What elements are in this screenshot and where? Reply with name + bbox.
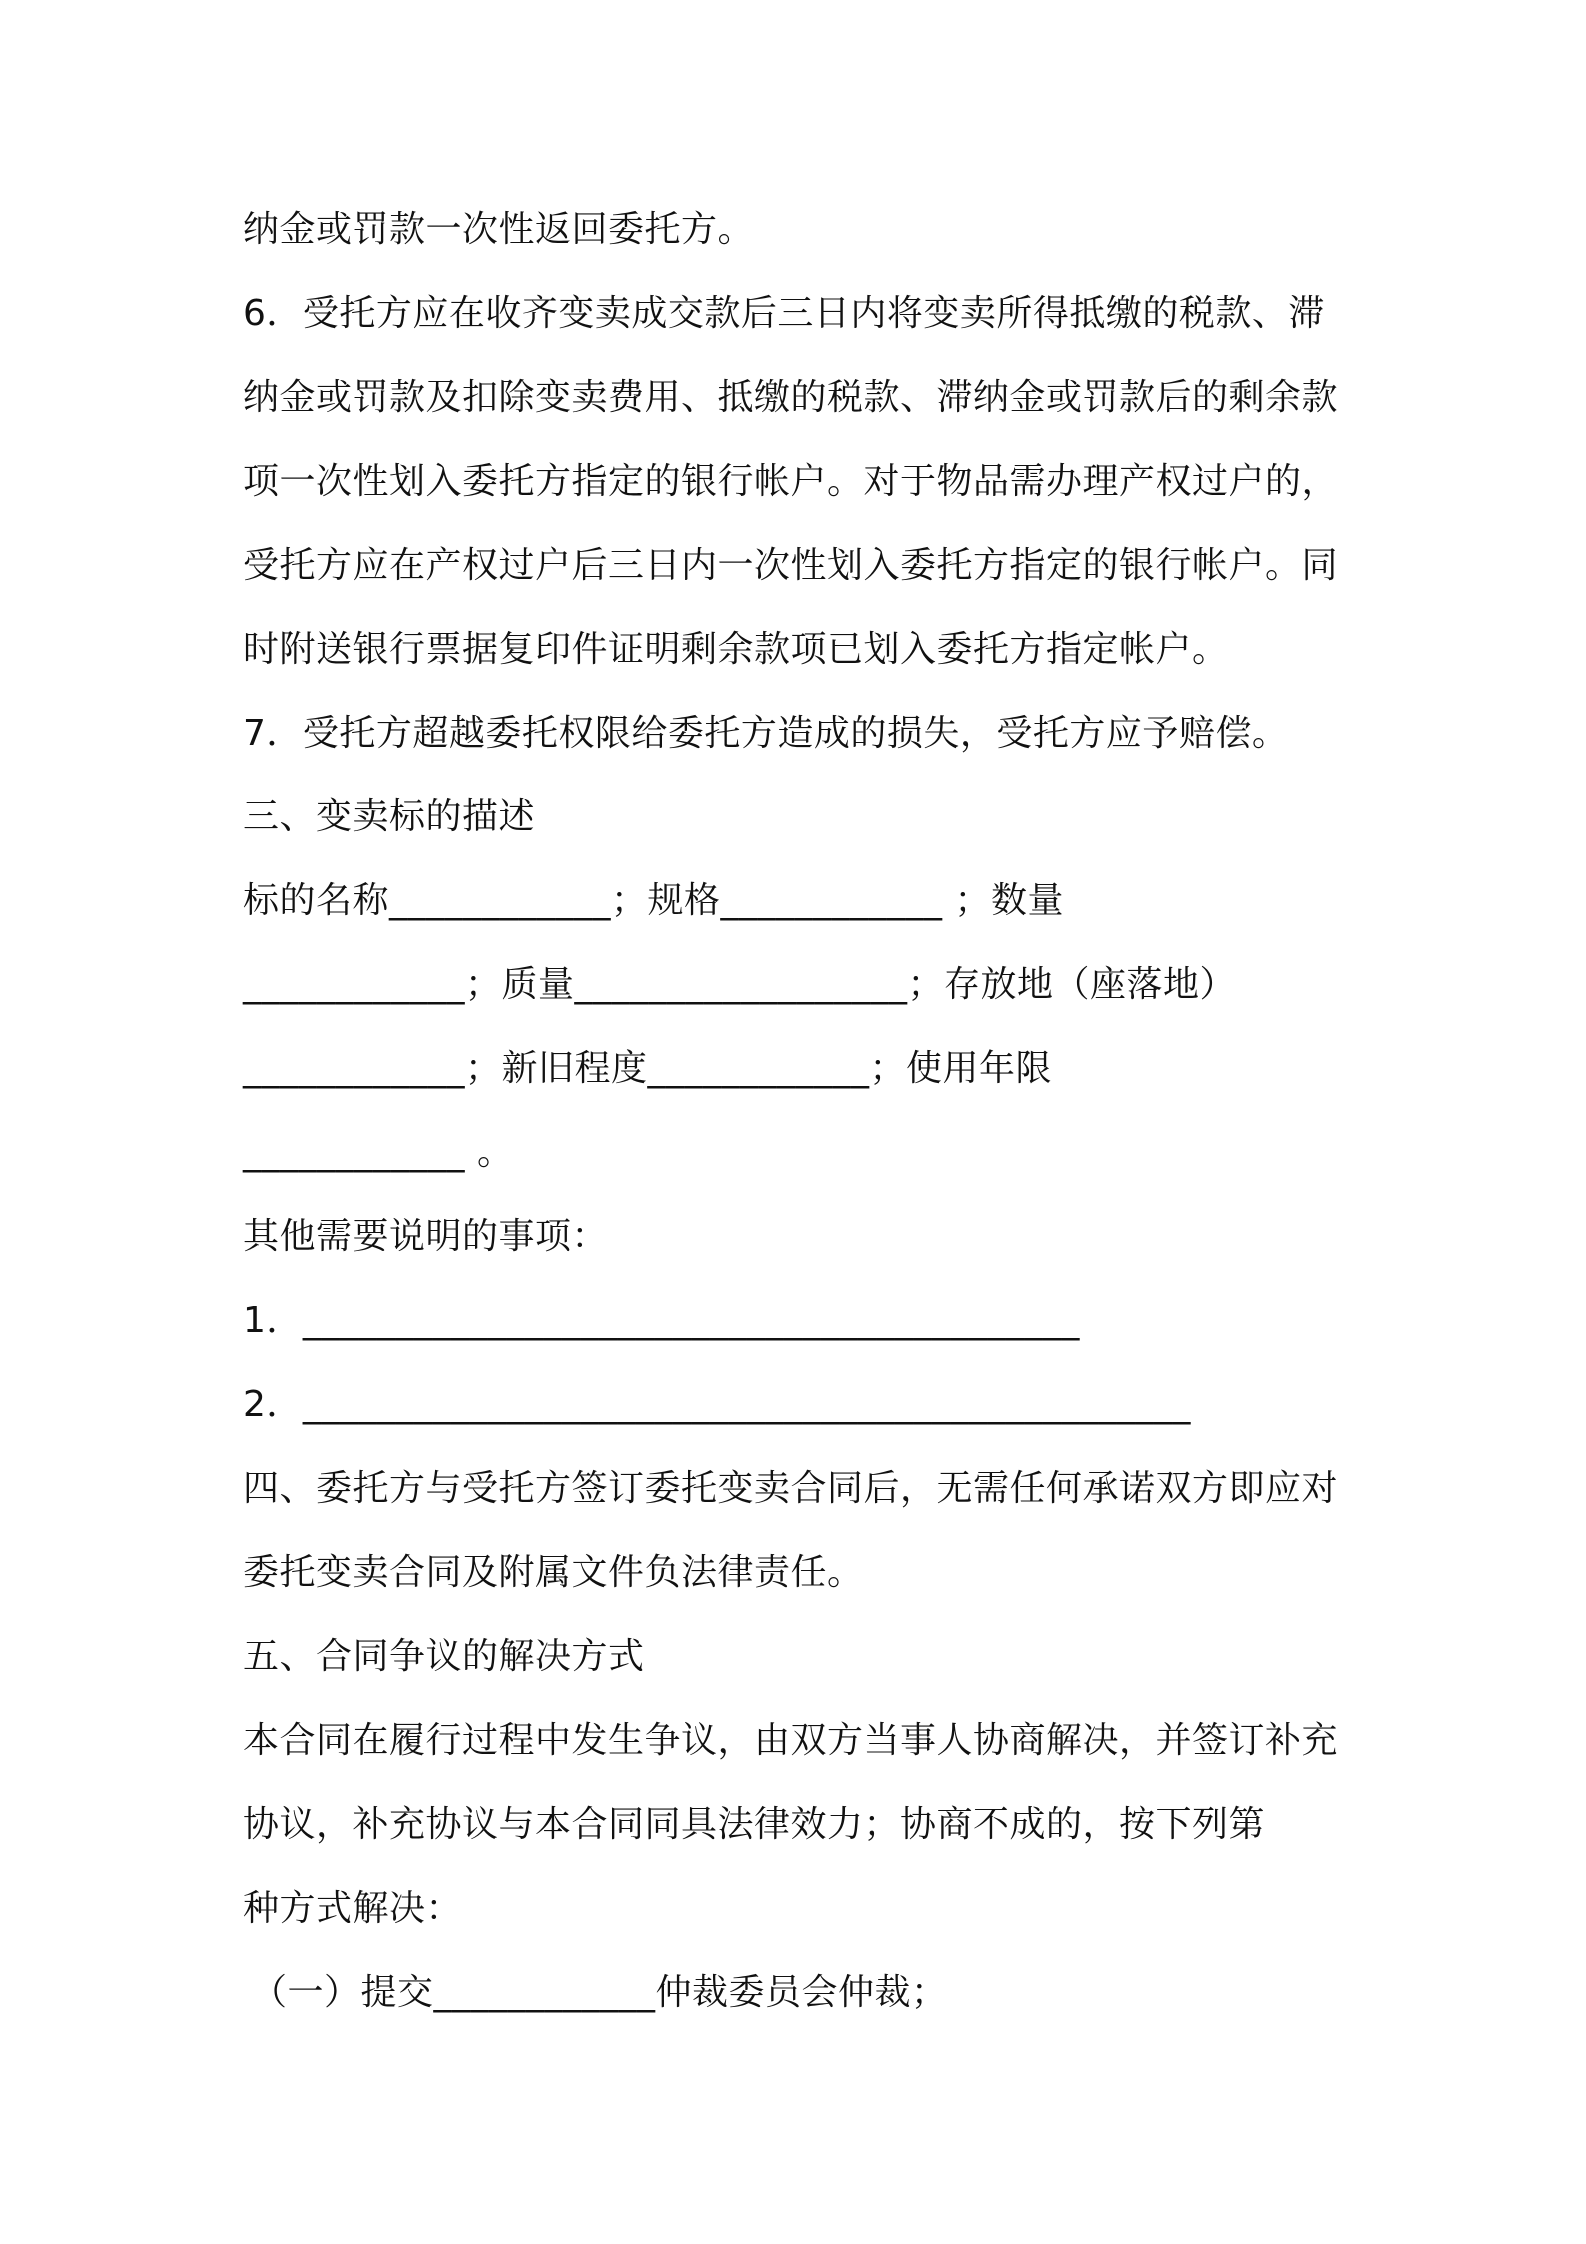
text-line: 受托方应在产权过户后三日内一次性划入委托方指定的银行帐户。同 bbox=[243, 545, 1339, 586]
text-line: 委托变卖合同及附属文件负法律责任。 bbox=[243, 1552, 864, 1593]
text-line: 6．受托方应在收齐变卖成交款后三日内将变卖所得抵缴的税款、滞 bbox=[243, 293, 1325, 334]
form-line: （一）提交____________仲裁委员会仲裁； bbox=[251, 1972, 948, 2013]
text-line: 纳金或罚款一次性返回委托方。 bbox=[243, 209, 755, 250]
form-line: ____________；新旧程度____________；使用年限 bbox=[243, 1048, 1053, 1089]
text-line: 项一次性划入委托方指定的银行帐户。对于物品需办理产权过户的， bbox=[243, 461, 1339, 502]
text-line: 种方式解决： bbox=[243, 1888, 463, 1929]
form-line: 1．__________________________________________ bbox=[243, 1300, 1080, 1341]
form-line: 2．________________________________________________ bbox=[243, 1384, 1191, 1425]
text-line: 纳金或罚款及扣除变卖费用、抵缴的税款、滞纳金或罚款后的剩余款 bbox=[243, 377, 1339, 418]
section-heading: 四、委托方与受托方签订委托变卖合同后，无需任何承诺双方即应对 bbox=[243, 1468, 1339, 1509]
form-line: ____________；质量__________________；存放地（座落地） bbox=[243, 964, 1237, 1005]
text-line: 协议，补充协议与本合同同具法律效力；协商不成的，按下列第 bbox=[243, 1804, 1266, 1845]
text-line: 7．受托方超越委托权限给委托方造成的损失，受托方应予赔偿。 bbox=[243, 713, 1289, 754]
section-heading: 五、合同争议的解决方式 bbox=[243, 1636, 645, 1677]
text-line: 其他需要说明的事项： bbox=[243, 1216, 609, 1257]
text-line: 时附送银行票据复印件证明剩余款项已划入委托方指定帐户。 bbox=[243, 629, 1229, 670]
text-line: 本合同在履行过程中发生争议，由双方当事人协商解决，并签订补充 bbox=[243, 1720, 1339, 1761]
form-line: ____________ 。 bbox=[243, 1132, 514, 1173]
section-heading: 三、变卖标的描述 bbox=[243, 796, 536, 837]
form-line: 标的名称____________；规格____________ ；数量 bbox=[243, 880, 1064, 921]
